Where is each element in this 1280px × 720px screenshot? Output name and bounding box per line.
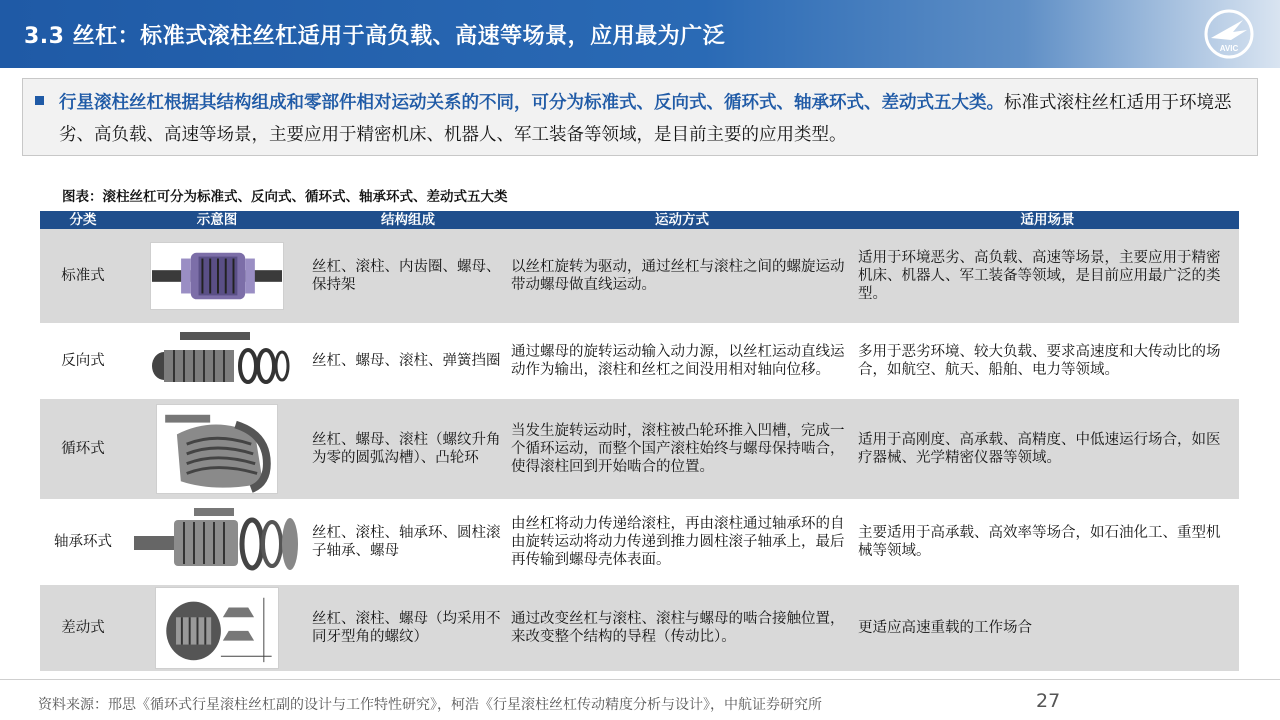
avic-logo (1203, 8, 1255, 60)
intro-emphasis: 行星滚柱丝杠根据其结构组成和零部件相对运动关系的不同，可分为标准式、反向式、循环式、轴承环式、差动式五大类。 (59, 93, 1004, 113)
row-structure: 丝杠、滚柱、螺母（均采用不同牙型角的螺纹） (312, 611, 501, 645)
row-structure: 丝杠、螺母、滚柱、弹簧挡圈 (312, 353, 501, 369)
row-structure: 丝杠、螺母、滚柱（螺纹升角为零的圆弧沟槽）、凸轮环 (312, 432, 501, 466)
header-scene: 适用场景 (1020, 212, 1075, 228)
table-row (40, 499, 1239, 585)
row-category: 循环式 (61, 441, 105, 457)
page-number: 27 (1036, 690, 1061, 712)
row-motion: 通过改变丝杠与滚柱、滚柱与螺母的啮合接触位置，来改变整个结构的导程（传动比）。 (511, 611, 845, 645)
footer-divider (0, 679, 1280, 680)
header-category: 分类 (69, 212, 97, 228)
source-note: 资料来源：邢思《循环式行星滚柱丝杠副的设计与工作特性研究》，柯浩《行星滚柱丝杠传动精度分析与设计》，中航证券研究所 (38, 697, 822, 713)
row-scene: 多用于恶劣环境、较大负载、要求高速度和大传动比的场合，如航空、航天、船舶、电力等领域。 (858, 344, 1221, 378)
recirculating-roller-screw-diagram (156, 404, 278, 494)
row-scene: 适用于高刚度、高承载、高精度、中低速运行场合，如医疗器械、光学精密仪器等领域。 (858, 432, 1221, 466)
table-row (40, 229, 1239, 323)
logo-text: AVIC (1219, 44, 1239, 53)
table-row (40, 399, 1239, 499)
header-structure: 结构组成 (381, 212, 435, 228)
header-motion: 运动方式 (655, 212, 709, 228)
differential-roller-screw-diagram (155, 587, 279, 669)
title-bar (0, 0, 1280, 68)
row-category: 差动式 (61, 620, 105, 636)
page-title: 3.3 丝杠：标准式滚柱丝杠适用于高负载、高速等场景，应用最为广泛 (24, 24, 726, 49)
table-row (40, 585, 1239, 671)
row-diagram-cell (126, 399, 308, 499)
bullet-square-icon (35, 96, 44, 105)
row-diagram-cell (126, 229, 308, 323)
row-motion: 以丝杠旋转为驱动，通过丝杠与滚柱之间的螺旋运动带动螺母做直线运动。 (511, 259, 845, 293)
table-row (40, 323, 1239, 399)
row-scene: 主要适用于高承载、高效率等场合，如石油化工、重型机械等领域。 (858, 525, 1221, 559)
bearing-ring-roller-screw-diagram (134, 504, 300, 580)
row-diagram-cell (126, 585, 308, 671)
row-category: 反向式 (61, 353, 105, 369)
intro-text (59, 87, 1247, 151)
row-structure: 丝杠、滚柱、轴承环、圆柱滚子轴承、螺母 (312, 525, 501, 559)
inverted-roller-screw-diagram (144, 326, 290, 396)
row-structure: 丝杠、滚柱、内齿圈、螺母、保持架 (312, 259, 501, 293)
row-diagram-cell (126, 499, 308, 585)
figure-caption: 图表：滚柱丝杠可分为标准式、反向式、循环式、轴承环式、差动式五大类 (62, 189, 508, 205)
row-scene: 更适应高速重载的工作场合 (858, 620, 1032, 636)
row-motion: 由丝杠将动力传递给滚柱，再由滚柱通过轴承环的自由旋转运动将动力传递到推力圆柱滚子轴承上，最后再传输到螺母壳体表面。 (511, 516, 845, 568)
standard-roller-screw-diagram (150, 242, 284, 310)
row-category: 标准式 (61, 268, 105, 284)
row-category: 轴承环式 (54, 534, 112, 550)
intro-box (22, 78, 1258, 156)
row-motion: 当发生旋转运动时，滚柱被凸轮环推入凹槽，完成一个循环运动，而整个国产滚柱始终与螺母保持啮合，使得滚柱回到开始啮合的位置。 (511, 423, 845, 475)
header-diagram: 示意图 (196, 212, 238, 228)
row-scene: 适用于环境恶劣、高负载、高速等场景，主要应用于精密机床、机器人、军工装备等领域，是目前应用最广泛的类型。 (858, 250, 1221, 302)
row-diagram-cell (126, 323, 308, 399)
intro-rest: 标准式滚柱丝杠适用于环境恶劣、高负载、高速等场景，主要应用于精密机床、机器人、军工装备等领域，是目前主要的应用类型。 (59, 93, 1232, 145)
row-motion: 通过螺母的旋转运动输入动力源，以丝杠运动直线运动作为输出，滚柱和丝杠之间没用相对轴向位移。 (511, 344, 845, 378)
table-header (40, 211, 1239, 229)
